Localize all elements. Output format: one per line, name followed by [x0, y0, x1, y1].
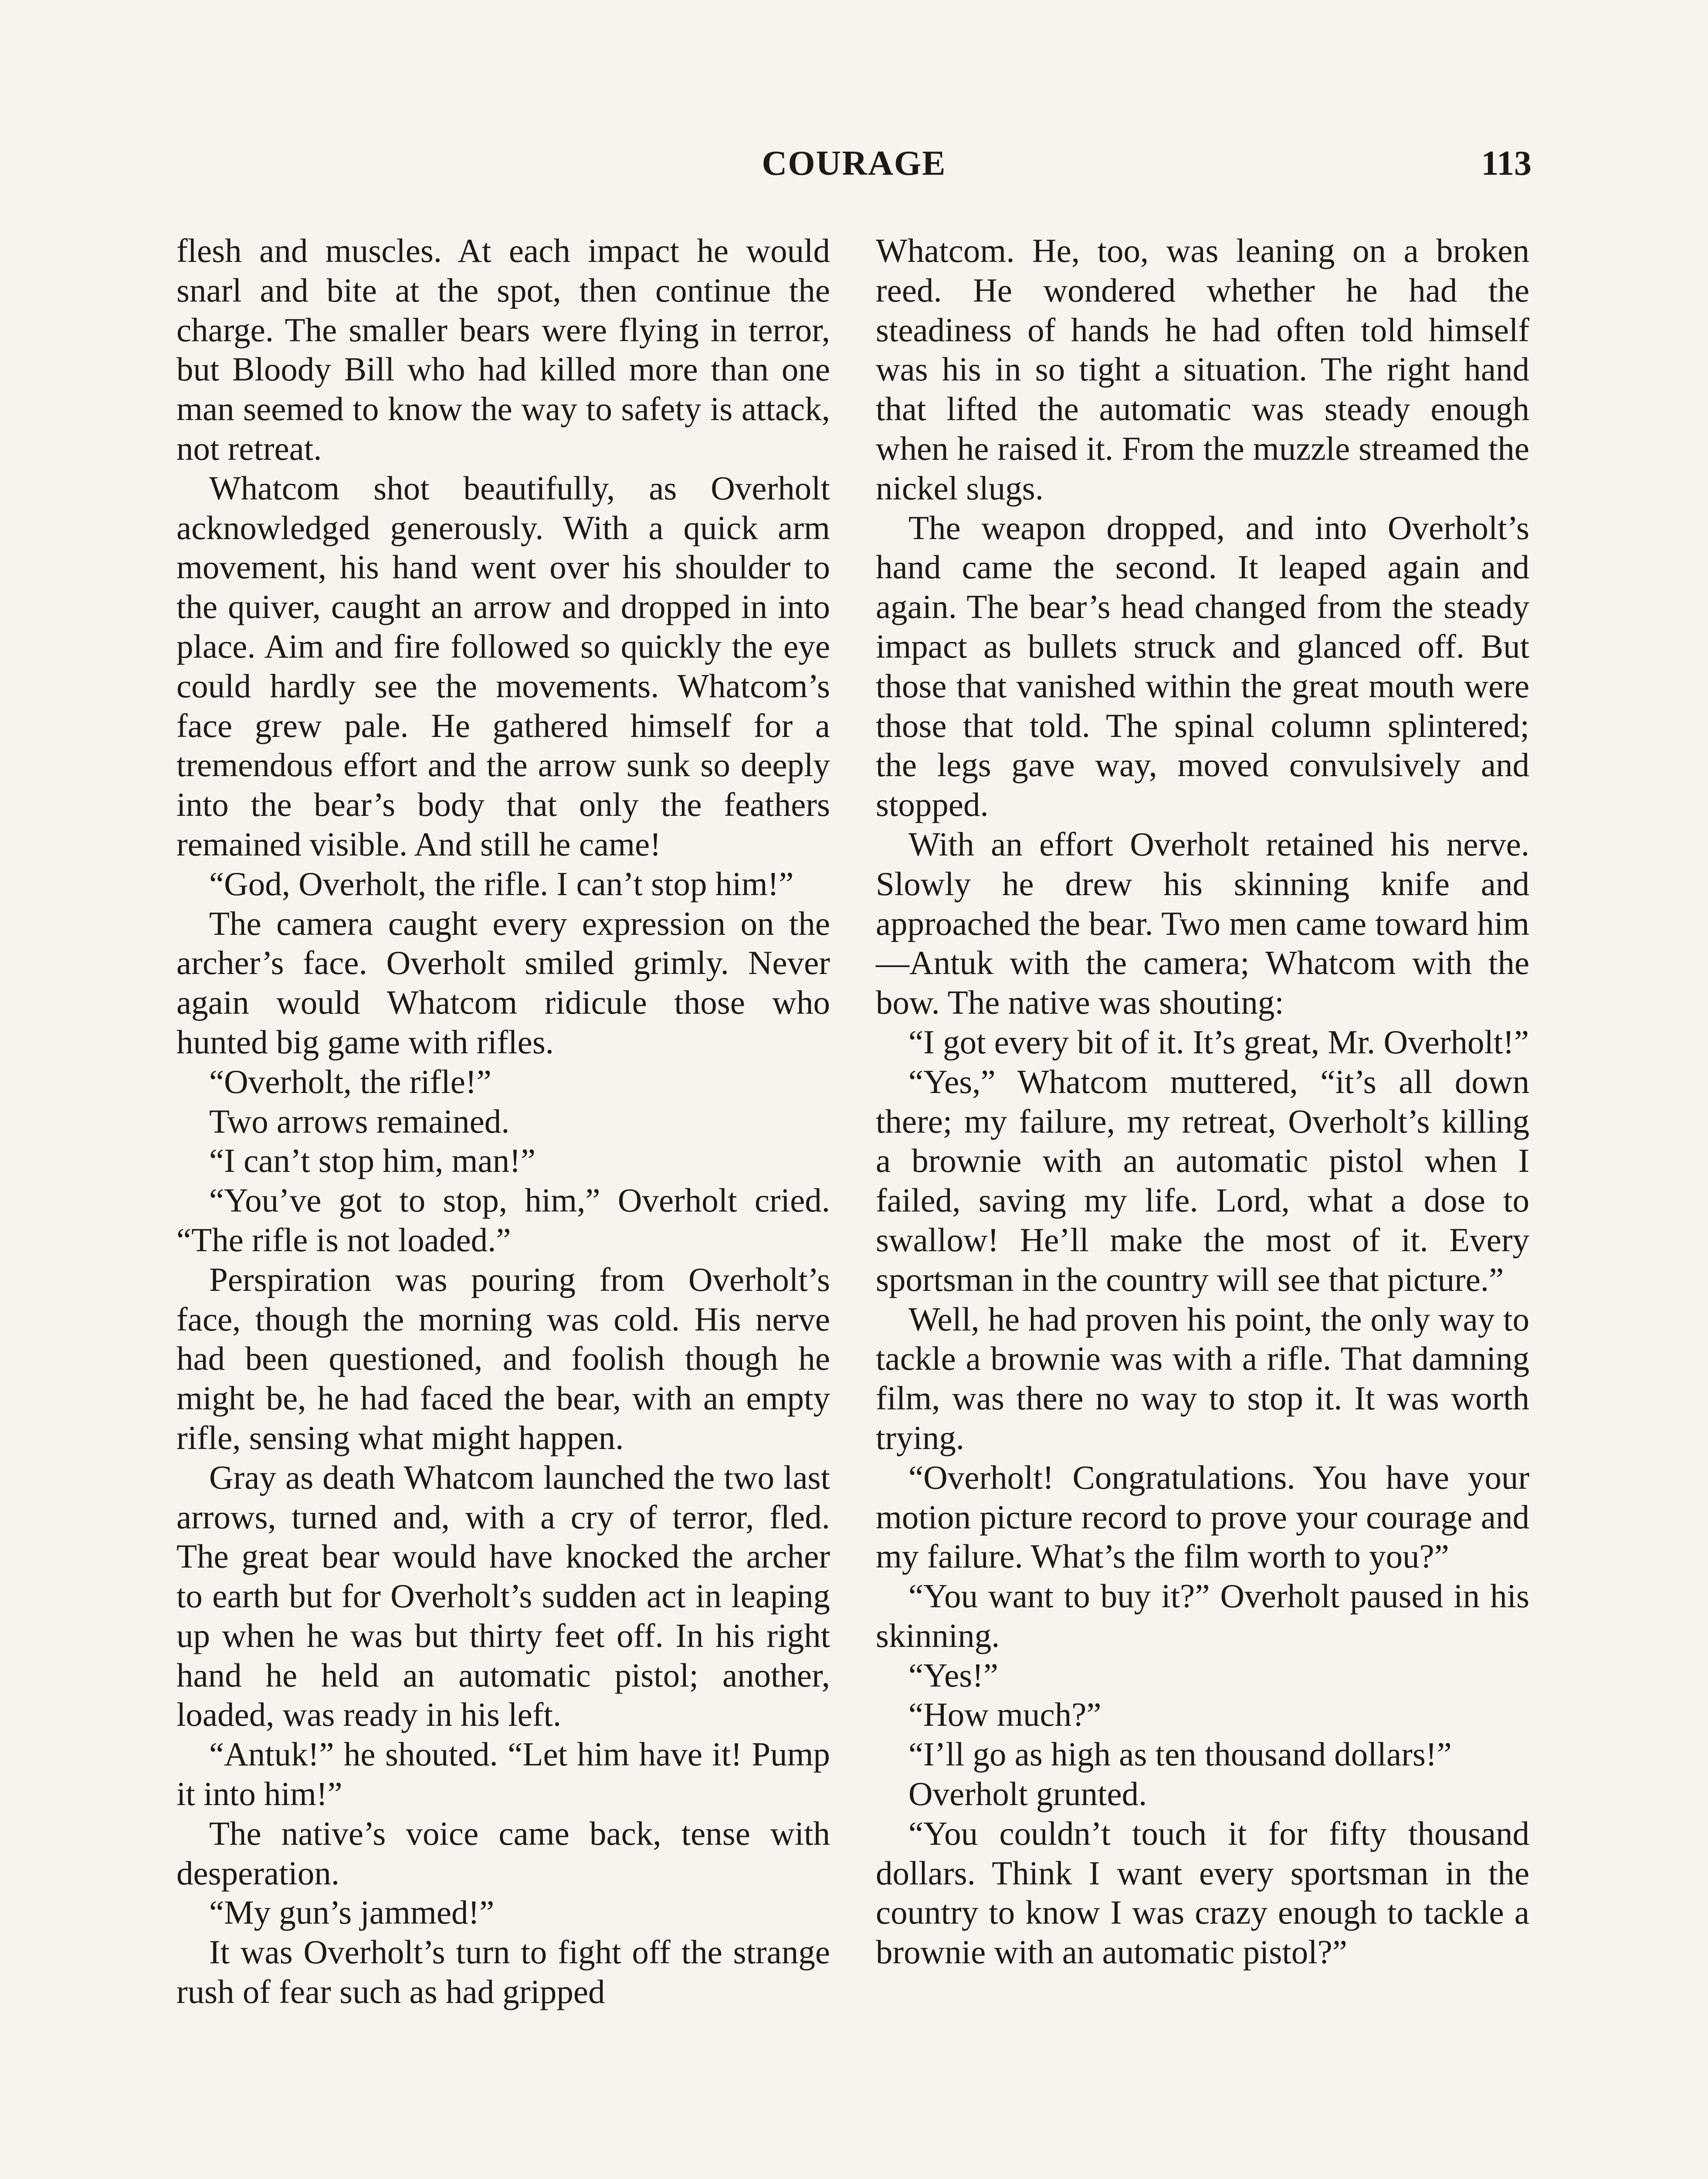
paragraph: Perspiration was pouring from Overholt’s face, though the morning was cold. His nerve had been questioned, and foolish though he might be, he had faced the bear, with an empty rifle, sensing what might happen.: [176, 1260, 830, 1456]
page-header: [176, 144, 1532, 192]
paragraph: With an effort Overholt retained his nerve. Slowly he drew his skinning knife and approached the bear. Two men came toward him—Antuk with the camera; Whatcom with the bow. The native was shouting:: [876, 825, 1529, 1022]
paragraph: “I can’t stop him, man!”: [209, 1142, 536, 1180]
paragraph: “Overholt, the rifle!”: [209, 1062, 491, 1100]
paragraph: The native’s voice came back, tense with desperation.: [176, 1814, 830, 1892]
paragraph: “I’ll go as high as ten thousand dollars!”: [908, 1735, 1452, 1773]
paragraph: “You couldn’t touch it for fifty thousand dollars. Think I want every sportsman in the country to know I was crazy enough to tackle a brownie with an automatic pistol?”: [876, 1814, 1529, 1971]
running-head: COURAGE: [762, 144, 946, 183]
paragraph: The weapon dropped, and into Overholt’s hand came the second. It leaped again and again. The bear’s head changed from the steady impact as bullets struck and glanced off. But those that vanished within the great mouth were those that told. The spinal column splintered; the legs gave way, moved convulsively and stopped.: [876, 509, 1529, 824]
paragraph: Two arrows remained.: [209, 1102, 510, 1140]
page-number: 113: [1481, 144, 1532, 183]
paragraph: “My gun’s jammed!”: [209, 1894, 495, 1931]
paragraph: “You want to buy it?” Overholt paused in his skinning.: [876, 1577, 1529, 1654]
paragraph: Well, he had proven his point, the only way to tackle a brownie was with a rifle. That damning film, was there no way to stop it. It was worth trying.: [876, 1300, 1529, 1456]
paragraph: “How much?”: [908, 1696, 1101, 1734]
paragraph: “Overholt! Congratulations. You have your motion picture record to prove your courage and my failure. What’s the film worth to you?”: [876, 1458, 1529, 1575]
paragraph: “I got every bit of it. It’s great, Mr. Overholt!”: [908, 1023, 1529, 1061]
paragraph: The camera caught every expression on the archer’s face. Overholt smiled grimly. Never again would Whatcom ridicule those who hunted big game with rifles.: [176, 904, 830, 1061]
paragraph: “Yes!”: [908, 1656, 999, 1694]
paragraph: “God, Overholt, the rifle. I can’t stop him!”: [209, 865, 794, 903]
right-column: [876, 231, 1529, 1972]
left-column: [176, 231, 830, 2012]
paragraph: “You’ve got to stop, him,” Overholt cried. “The rifle is not loaded.”: [176, 1181, 830, 1259]
paragraph: “Antuk!” he shouted. “Let him have it! Pump it into him!”: [176, 1735, 830, 1813]
paragraph: flesh and muscles. At each impact he would snarl and bite at the spot, then continue the charge. The smaller bears were flying in terror, but Bloody Bill who had killed more than one man seemed to know the way to safety is attack, not retreat.: [176, 232, 830, 467]
paragraph: “Yes,” Whatcom muttered, “it’s all down there; my failure, my retreat, Overholt’s killing a brownie with an automatic pistol when I failed, saving my life. Lord, what a dose to swallow! He’ll make the most of it. Every sportsman in the country will see that picture.”: [876, 1062, 1529, 1298]
paragraph: Gray as death Whatcom launched the two last arrows, turned and, with a cry of terror, fled. The great bear would have knocked the archer to earth but for Overholt’s sudden act in leaping up when he was but thirty feet off. In his right hand he held an automatic pistol; another, loaded, was ready in his left.: [176, 1458, 830, 1734]
paragraph: Whatcom shot beautifully, as Overholt acknowledged generously. With a quick arm movement, his hand went over his shoulder to the quiver, caught an arrow and dropped in into place. Aim and fire followed so quickly the eye could hardly see the movements. Whatcom’s face grew pale. He gathered himself for a tremendous effort and the arrow sunk so deeply into the bear’s body that only the feathers remained visible. And still he came!: [176, 469, 830, 863]
paragraph: It was Overholt’s turn to fight off the strange rush of fear such as had gripped: [176, 1933, 830, 2011]
paragraph: Whatcom. He, too, was leaning on a broken reed. He wondered whether he had the steadiness of hands he had often told himself was his in so tight a situation. The right hand that lifted the automatic was steady enough when he raised it. From the muzzle streamed the nickel slugs.: [876, 232, 1529, 507]
paragraph: Overholt grunted.: [908, 1775, 1147, 1813]
